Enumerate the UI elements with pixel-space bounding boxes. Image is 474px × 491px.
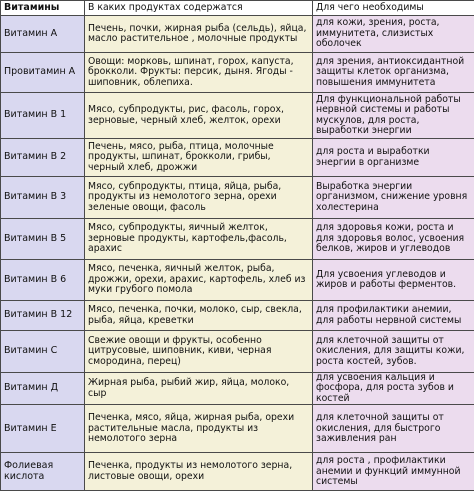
vitamin-purpose: для клеточной защиты от окисления, для защиты кожи, роста костей, зубов. [313,331,474,373]
vitamin-name: Витамин Д [1,373,85,405]
table-row [1,139,474,177]
header-sources: В каких продуктах содержатся [85,1,313,16]
vitamin-purpose: для здоровья кожи, роста и для здоровья волос, усвоения белков, жиров и углеводов [313,219,474,260]
table-row [1,16,474,53]
table-row [1,219,474,260]
vitamin-name: Витамин В 6 [1,260,85,301]
vitamin-sources: Печенка, продукты из немолотого зерна, листовые овощи, орехи [85,453,313,491]
vitamin-purpose: для клеточной защиты от окисления, для быстрого заживления ран [313,405,474,453]
vitamin-purpose: для зрения, антиоксидантной защиты клеток организма, повышения иммунитета [313,53,474,93]
vitamin-name: Витамин В 3 [1,177,85,219]
vitamin-sources: Мясо, субпродукты, рис, фасоль, горох, зерновые, черный хлеб, желток, орехи [85,93,313,139]
vitamin-name: Витамин В 2 [1,139,85,177]
vitamin-sources: Мясо, печенка, почки, молоко, сыр, свекла, рыба, яйца, креветки [85,301,313,331]
table-row [1,53,474,93]
table-row [1,373,474,405]
vitamin-name: Витамин В 1 [1,93,85,139]
vitamin-sources: Печень, мясо, рыба, птица, молочные продукты, шпинат, брокколи, грибы, черный хлеб, дрожжи [85,139,313,177]
vitamin-sources: Овощи: морковь, шпинат, горох, капуста, брокколи. Фрукты: персик, дыня. Ягоды - шиповник, облепиха. [85,53,313,93]
vitamin-purpose: для кожи, зрения, роста, иммунитета, слизистых оболочек [313,16,474,53]
table-row [1,301,474,331]
vitamin-sources: Жирная рыба, рыбий жир, яйца, молоко, сыр [85,373,313,405]
vitamin-purpose: Для функциональной работы нервной системы и работы мускулов, для роста, выработки энергии [313,93,474,139]
table-row [1,453,474,491]
vitamin-purpose: для усвоения кальция и фосфора, для роста зубов и костей [313,373,474,405]
vitamin-name: Витамин В 5 [1,219,85,260]
vitamin-name: Витамин В 12 [1,301,85,331]
header-row [1,1,474,16]
vitamin-name: Витамин С [1,331,85,373]
vitamin-name: Витамин А [1,16,85,53]
vitamin-purpose: для роста и выработки энергии в организме [313,139,474,177]
vitamin-purpose: для профилактики анемии, для работы нервной системы [313,301,474,331]
vitamin-name: Провитамин А [1,53,85,93]
vitamin-sources: Мясо, субпродукты, яичный желток, зерновые продукты, картофель,фасоль, арахис [85,219,313,260]
header-vitamins: Витамины [1,1,85,16]
header-purpose: Для чего необходимы [313,1,474,16]
table-row [1,93,474,139]
vitamin-name: Витамин Е [1,405,85,453]
vitamin-sources: Свежие овощи и фрукты, особенно цитрусовые, шиповник, киви, черная смородина, перец) [85,331,313,373]
table-row [1,405,474,453]
table-row [1,260,474,301]
vitamin-name: Фолиевая кислота [1,453,85,491]
table-row [1,177,474,219]
vitamin-sources: Мясо, субпродукты, птица, яйца, рыба, продукты из немолотого зерна, орехи зеленые овощи, фасоль [85,177,313,219]
vitamin-purpose: Выработка энергии организмом, снижение уровня холестерина [313,177,474,219]
vitamin-purpose: Для усвоения углеводов и жиров и работы ферментов. [313,260,474,301]
vitamin-sources: Печенка, мясо, яйца, жирная рыба, орехи растительные масла, продукты из немолотого зерна [85,405,313,453]
vitamin-sources: Мясо, печенка, яичный желток, рыба, дрожжи, орехи, арахис, картофель, хлеб из муки грубого помола [85,260,313,301]
table-row [1,331,474,373]
vitamin-purpose: для роста , профилактики анемии и функций иммунной системы [313,453,474,491]
vitamin-sources: Печень, почки, жирная рыба (сельдь), яйца, масло растительное , молочные продукты [85,16,313,53]
